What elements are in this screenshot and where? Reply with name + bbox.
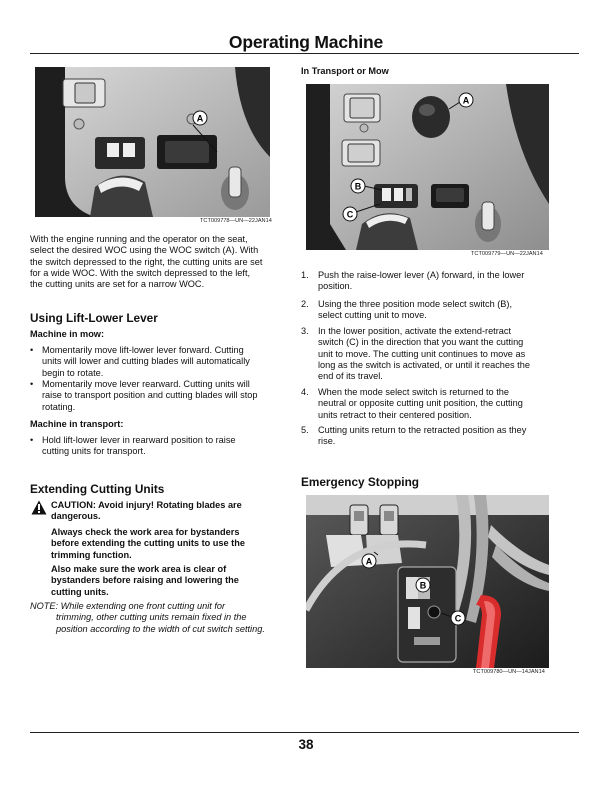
text-line: switch (C) in the direction that you want the cutting <box>318 337 524 348</box>
figure-emergency-stop <box>306 495 549 668</box>
text-line: select the desired WOC using the WOC switch (A). With <box>30 245 259 256</box>
text-line: trimming function. <box>51 549 132 560</box>
note-text <box>30 601 285 635</box>
text-line: for a wide WOC. With the switch depressed to the left, <box>30 267 251 278</box>
text-line: In the lower position, activate the extend-retract <box>318 326 512 336</box>
text-line: Cutting units return to the retracted position as they <box>318 425 527 435</box>
warning-text <box>51 564 281 598</box>
callout-b: B <box>354 181 362 192</box>
step-number: 3. <box>301 326 309 336</box>
text-line: end of its travel. <box>318 371 383 382</box>
text-line: With the engine running and the operator on the seat, <box>30 234 248 244</box>
page-number: 38 <box>298 737 314 752</box>
callout-c: C <box>454 613 462 624</box>
text-line: long as the switch is activated, or until it reaches the <box>318 359 530 370</box>
text-line: rotating. <box>42 401 76 412</box>
callout-b: B <box>419 580 427 591</box>
figure-control-panel <box>306 84 549 250</box>
step-number: 1. <box>301 270 309 280</box>
text-line: CAUTION: Avoid injury! Rotating blades are <box>51 500 242 510</box>
list-item <box>301 270 556 293</box>
step-number: 5. <box>301 425 309 435</box>
section-heading: Using Lift-Lower Lever <box>30 311 158 325</box>
text-line: Also make sure the work area is clear of <box>51 564 227 574</box>
text-line: bystanders before raising and lowering the <box>51 575 239 586</box>
text-line: cutting units. <box>51 586 109 597</box>
figure-caption: TCT009780—UN—14JAN14 <box>473 669 545 675</box>
step-number: 2. <box>301 299 309 309</box>
page-title: Operating Machine <box>228 32 384 52</box>
text-line: When the mode select switch is returned to the <box>318 387 509 397</box>
title-rule <box>30 53 579 54</box>
figure-woc-switch <box>35 67 270 217</box>
list-item <box>301 326 556 383</box>
footer-rule <box>30 732 579 733</box>
list-item: • Momentarily move lift-lower lever forward. Cutting units will lower and cutting blades will automatically begin to rotate. <box>30 345 250 378</box>
callout-a: A <box>462 95 470 106</box>
text-line: raise to transport position and cutting blades will stop <box>42 390 258 401</box>
text-line: dangerous. <box>51 511 101 522</box>
list-item: • Hold lift-lower lever in rearward position to raise cutting units for transport. <box>30 435 236 457</box>
figure-caption: TCT009778—UN—22JAN14 <box>200 218 272 224</box>
text-line: unit to move. The cutting unit continues to move as <box>318 348 526 359</box>
text-line: begin to rotate. <box>42 367 104 378</box>
text-line: Using the three position mode select switch (B), <box>318 299 513 309</box>
text-line: Momentarily move lever rearward. Cutting units will <box>42 379 250 389</box>
woc-switch-photo <box>35 67 270 217</box>
callout-a: A <box>196 113 204 124</box>
intro-paragraph <box>30 234 280 290</box>
text-line: the cutting units are set for a narrow WOC. <box>30 279 205 290</box>
section-heading: Extending Cutting Units <box>30 482 165 496</box>
list-item <box>301 387 556 421</box>
callout-c: C <box>346 209 354 220</box>
subheading: Machine in transport: <box>30 419 124 429</box>
warning-text <box>51 527 281 561</box>
text-line: rise. <box>318 436 336 447</box>
text-line: select cutting unit to move. <box>318 310 427 321</box>
warning-triangle-icon <box>31 500 47 515</box>
text-line: position according to the width of cut switch setting. <box>56 623 265 634</box>
text-line: units retract to their centered position. <box>318 409 472 420</box>
text-line: position. <box>318 281 353 292</box>
list-item <box>301 299 556 322</box>
caution-text <box>51 500 281 523</box>
text-line: the switch depressed to the right, the cutting units are set <box>30 256 263 267</box>
emergency-stop-photo <box>306 495 549 668</box>
step-number: 4. <box>301 387 309 397</box>
control-panel-photo <box>306 84 549 250</box>
text-line: neutral or opposite cutting unit position, the cutting <box>318 398 523 409</box>
text-line: Push the raise-lower lever (A) forward, in the lower <box>318 270 525 280</box>
text-line: before extending the cutting units to use the <box>51 538 245 549</box>
text-line: Always check the work area for bystanders <box>51 527 240 537</box>
text-line: Momentarily move lift-lower lever forward. Cutting <box>42 345 244 355</box>
list-item: • Momentarily move lever rearward. Cutting units will raise to transport position and cutting blades will stop rotating. <box>30 379 258 412</box>
section-heading: Emergency Stopping <box>301 475 419 489</box>
text-line: cutting units for transport. <box>42 446 146 457</box>
subheading: Machine in mow: <box>30 329 105 339</box>
subheading: In Transport or Mow <box>301 66 389 76</box>
text-line: units will lower and cutting blades will automatically <box>42 356 250 367</box>
figure-caption: TCT009779—UN—22JAN14 <box>471 251 543 257</box>
text-line: trimming, other cutting units remain fixed in the <box>56 612 247 623</box>
list-item <box>301 425 556 448</box>
callout-a: A <box>365 556 373 567</box>
text-line: NOTE: While extending one front cutting unit for <box>30 601 226 611</box>
text-line: Hold lift-lower lever in rearward position to raise <box>42 435 236 445</box>
